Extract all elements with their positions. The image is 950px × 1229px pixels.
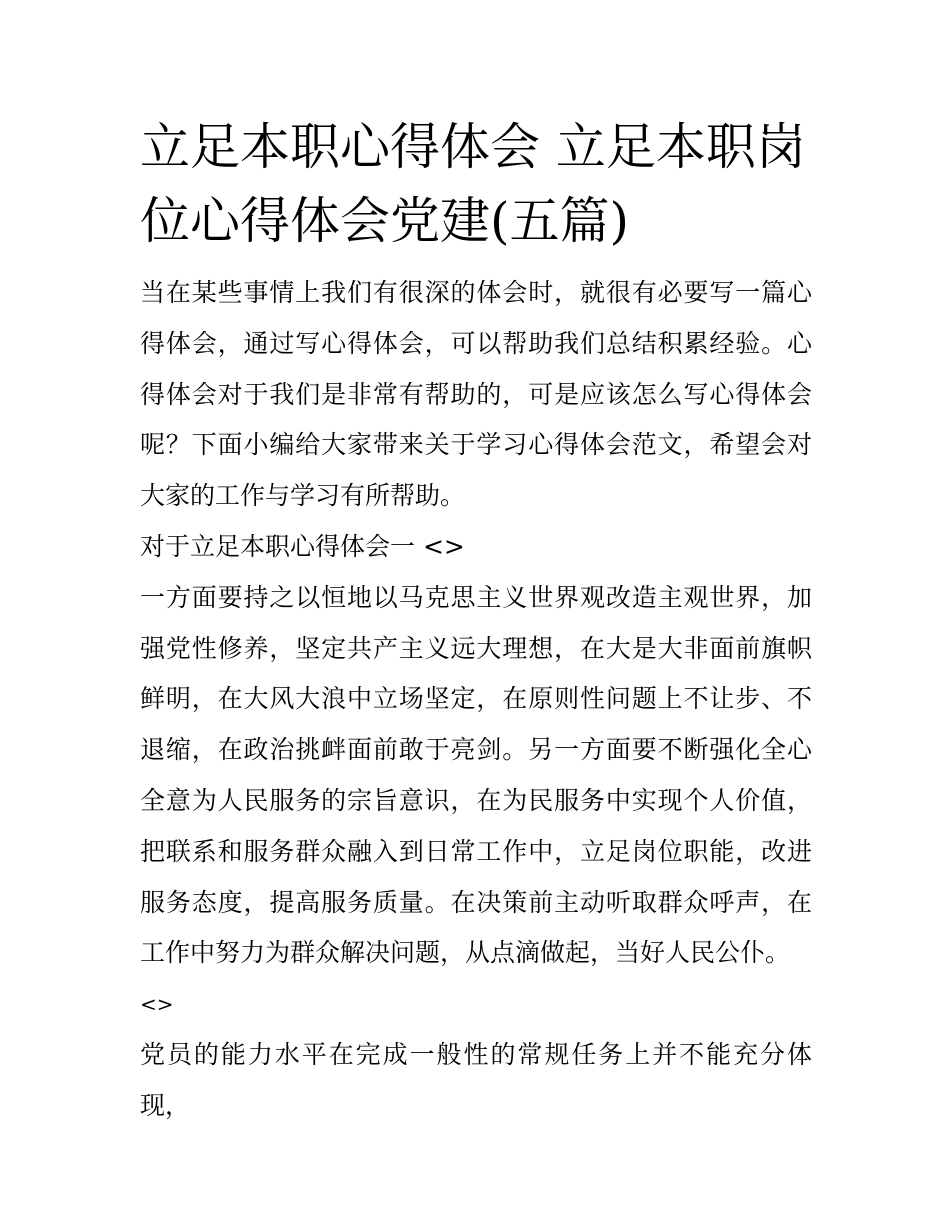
section-separator: <> [140,992,174,1017]
section-paragraph: 一方面要持之以恒地以马克思主义世界观改造主观世界，加强党性修养，坚定共产主义远大理想，在大是大非面前旗帜鲜明，在大风大浪中立场坚定，在原则性问题上不让步、不退缩，在政治挑衅面前敢于亮剑。另一方面要不断强化全心全意为人民服务的宗旨意识，在为民服务中实现个人价值，把联系和服务群众融入到日常工作中，立足岗位职能，改进服务态度，提高服务质量。在决策前主动听取群众呼声，在工作中努力为群众解决问题，从点滴做起，当好人民公仆。 [140,582,812,968]
document-content [140,110,812,1132]
section-heading: 对于立足本职心得体会一 <> [140,531,465,561]
continuation-paragraph: 党员的能力水平在完成一般性的常规任务上并不能充分体现， [140,1039,812,1120]
document-body [140,268,812,1132]
intro-paragraph: 当在某些事情上我们有很深的体会时，就很有必要写一篇心得体会，通过写心得体会，可以帮助我们总结积累经验。心得体会对于我们是非常有帮助的，可是应该怎么写心得体会呢？下面小编给大家带来关于学习心得体会范文，希望会对大家的工作与学习有所帮助。 [140,278,812,511]
document-title: 立足本职心得体会 立足本职岗位心得体会党建(五篇) [140,118,806,250]
